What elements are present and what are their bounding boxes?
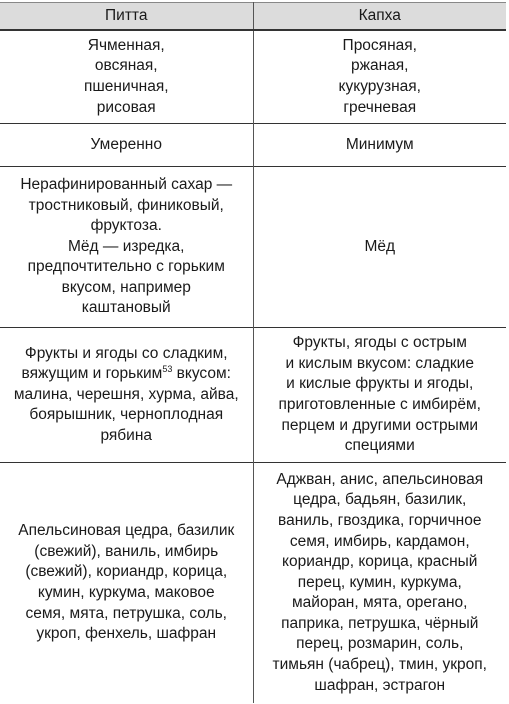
header-kapha: Капха xyxy=(253,3,506,31)
header-row xyxy=(0,3,506,31)
cell-kapha-grains: Просяная, ржаная, кукурузная, гречневая xyxy=(338,36,421,116)
pitta-fruits-text-start: Фрукты и ягоды со сладким, вяжущим и горьким xyxy=(21,344,228,383)
cell-kapha-amount: Минимум xyxy=(345,135,414,153)
table-row xyxy=(0,328,506,463)
table-row xyxy=(0,463,506,704)
cell-pitta-grains: Ячменная, овсяная, пшеничная, рисовая xyxy=(0,30,253,124)
cell-pitta-amount: Умеренно xyxy=(0,124,253,167)
cell-pitta-fruits xyxy=(0,328,253,463)
cell-pitta-sweeteners: Нерафинированный сахар — тростниковый, финиковый, фруктоза. Мёд — изредка, предпочтительно с горьким вкусом, например каштановый xyxy=(0,167,253,328)
table-row xyxy=(0,124,506,167)
table-row xyxy=(0,167,506,328)
table-row xyxy=(0,30,506,124)
footnote-reference[interactable]: 53 xyxy=(162,364,173,375)
pitta-fruits-text-end: вкусом: малина, черешня, хурма, айва, боярышник, черноплодная рябина xyxy=(13,365,239,444)
cell-kapha-spices: Аджван, анис, апельсиновая цедра, бадьян, базилик, ваниль, гвоздика, горчичное семя, имбирь, кардамон, кориандр, корица, красный перец, кумин, куркума, майоран, мята, орегано, паприка, петрушка, чёрный перец, розмарин, соль, тимьян (чабрец), тмин, укроп, шафран, эстрагон xyxy=(272,470,487,694)
table-header xyxy=(0,3,506,31)
diet-comparison-table xyxy=(0,2,506,703)
cell-kapha-fruits: Фрукты, ягоды с острым и кислым вкусом: сладкие и кислые фрукты и ягоды, приготовленные с имбирём, перцем и другими острыми специями xyxy=(278,334,481,455)
table-body xyxy=(0,30,506,703)
cell-kapha-sweeteners: Мёд xyxy=(364,237,396,255)
cell-pitta-spices: Апельсиновая цедра, базилик (свежий), ваниль, имбирь (свежий), кориандр, корица, кумин, куркума, маковое семя, мята, петрушка, соль, укроп, фенхель, шафран xyxy=(0,463,253,704)
header-pitta: Питта xyxy=(0,3,253,31)
